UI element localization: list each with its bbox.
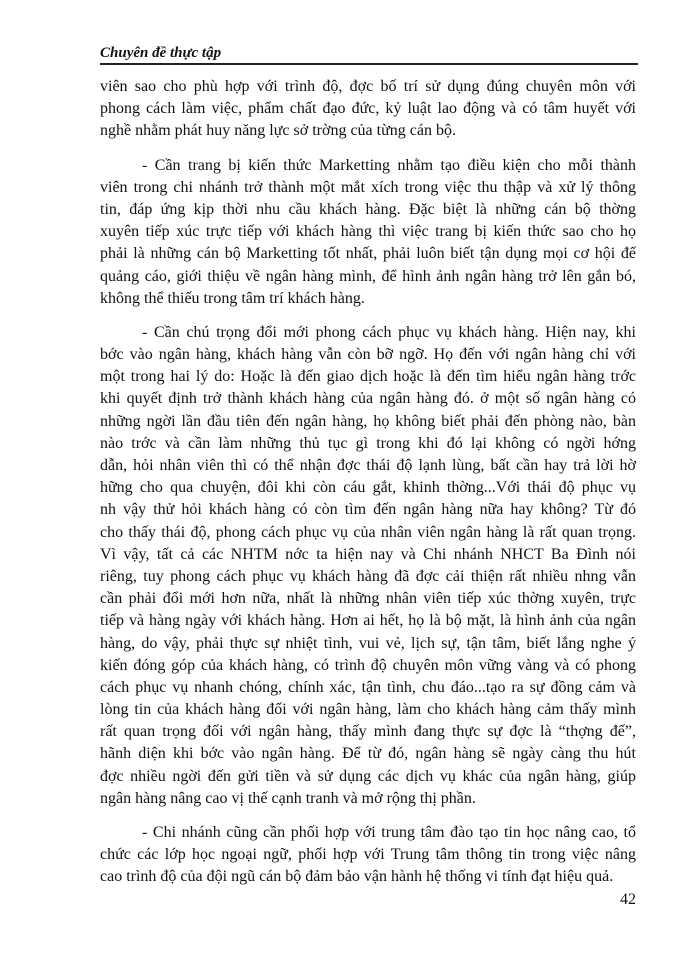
text-line: những ngời lần đầu tiên đến ngân hàng, họ không biết phải đến phòng nào, bàn	[100, 412, 636, 430]
text-line: cách phục vụ nhanh chóng, chính xác, tận tình, chu đáo...tạo ra sự đồng cảm và	[100, 678, 636, 696]
page-number: 42	[620, 891, 636, 908]
text-line: viên trong chi nhánh trở thành một mắt xích trong việc thu thập và xử lý thông	[100, 178, 636, 196]
text-line: - Cần trang bị kiến thức Marketting nhằm tạo điều kiện cho mỗi thành	[142, 156, 636, 174]
text-line: ngân hàng nâng cao vị thế cạnh tranh và mở rộng thị phần.	[100, 789, 476, 807]
body-text	[100, 76, 636, 901]
text-line: kiến đóng góp của khách hàng, có trình độ chuyên môn vững vàng và có phong	[100, 656, 636, 674]
text-line: viên sao cho phù hợp với trình độ, đợc bố trí sử dụng đúng chuyên môn với	[100, 78, 636, 95]
text-line: hãnh diện khi bớc vào ngân hàng. Để từ đó, ngân hàng sẽ ngày càng thu hút	[100, 745, 636, 763]
text-line: rất quan trọng đối với ngân hàng, thấy mình đang thực sự đợc là “thợng đế”,	[100, 723, 636, 741]
text-line: Vì vậy, tất cả các NHTM nớc ta hiện nay và Chi nhánh NHCT Ba Đình nói	[100, 545, 636, 563]
text-line: chức các lớp học ngoại ngữ, phối hợp với Trung tâm thông tin trong việc nâng	[100, 846, 636, 864]
text-line: cao trình độ của đội ngũ cán bộ đảm bảo vận hành hệ thống vi tính đạt hiệu quả.	[100, 868, 614, 886]
page-header	[100, 44, 638, 66]
paragraph	[100, 76, 636, 143]
text-line: hàng, do vậy, phải thực sự nhiệt tình, vui vẻ, lịch sự, tận tâm, biết lắng nghe ý	[100, 634, 636, 652]
text-line: lòng tin của khách hàng đối với ngân hàng, làm cho khách hàng cảm thấy mình	[100, 701, 636, 719]
text-line: đợc nhiều ngời đến gửi tiền và sử dụng các dịch vụ khác của ngân hàng, giúp	[100, 767, 636, 785]
text-line: tiếp và hàng ngày với khách hàng. Hơn ai hết, họ là bộ mặt, là hình ảnh của ngân	[100, 612, 636, 630]
text-line: khi quyết định trở thành khách hàng của ngân hàng đó. ở một số ngân hàng có	[100, 390, 636, 408]
header-title: Chuyên đề thực tập	[100, 45, 222, 61]
paragraph	[100, 155, 636, 310]
text-line: bớc vào ngân hàng, khách hàng vẫn còn bỡ ngỡ. Họ đến với ngân hàng chỉ với	[100, 346, 636, 364]
text-line: hững cho qua chuyện, đôi khi còn cáu gắt, khinh thờng...Với thái độ phục vụ	[100, 479, 636, 497]
text-line: nghề nhằm phát huy năng lực sở trờng của từng cán bộ.	[100, 122, 456, 140]
text-line: nào trớc và cần làm những thủ tục gì trong khi đó lại không có ngời hớng	[100, 434, 636, 452]
text-line: không thể thiếu trong tâm trí khách hàng.	[100, 289, 365, 307]
text-line: phong cách làm việc, phẩm chất đạo đức, kỷ luật lao động và có tâm huyết với	[100, 100, 636, 118]
text-line: cần phải đổi mới hơn nữa, nhất là những nhân viên tiếp xúc thờng xuyên, trực	[100, 590, 636, 608]
text-line: một trong hai lý do: Hoặc là đến giao dịch hoặc là đến tìm hiểu ngân hàng trớc	[100, 368, 636, 386]
text-line: - Chi nhánh cũng cần phối hợp với trung tâm đào tạo tin học nâng cao, tổ	[142, 824, 636, 841]
text-line: riêng, tuy phong cách phục vụ khách hàng đã đợc cải thiện rất nhiều nhng vẫn	[100, 567, 636, 585]
paragraph	[100, 822, 636, 889]
header-rule	[100, 63, 638, 65]
text-line: nh vậy thử hỏi khách hàng có còn tìm đến ngân hàng nữa hay không? Từ đó	[100, 501, 636, 519]
text-line: tin, đáp ứng kịp thời nhu cầu khách hàng. Đặc biệt là những cán bộ thờng	[100, 200, 636, 218]
text-line: dẫn, hỏi nhân viên thì có thể nhận đợc thái độ lạnh lùng, bất cần hay trả lời hờ	[100, 457, 636, 474]
text-line: cho thấy thái độ, phong cách phục vụ của nhân viên ngân hàng là rất quan trọng.	[100, 523, 636, 541]
paragraph	[100, 322, 636, 810]
text-line: phải là những cán bộ Marketting tốt nhất, phải luôn biết tận dụng mọi cơ hội để	[100, 245, 636, 263]
text-line: xuyên tiếp xúc trực tiếp với khách hàng thì việc trang bị kiến thức sao cho họ	[100, 223, 636, 241]
text-line: quảng cáo, giới thiệu về ngân hàng mình, để hình ảnh ngân hàng trở lên gắn bó,	[100, 267, 636, 285]
text-line: - Cần chú trọng đổi mới phong cách phục vụ khách hàng. Hiện nay, khi	[142, 323, 636, 341]
